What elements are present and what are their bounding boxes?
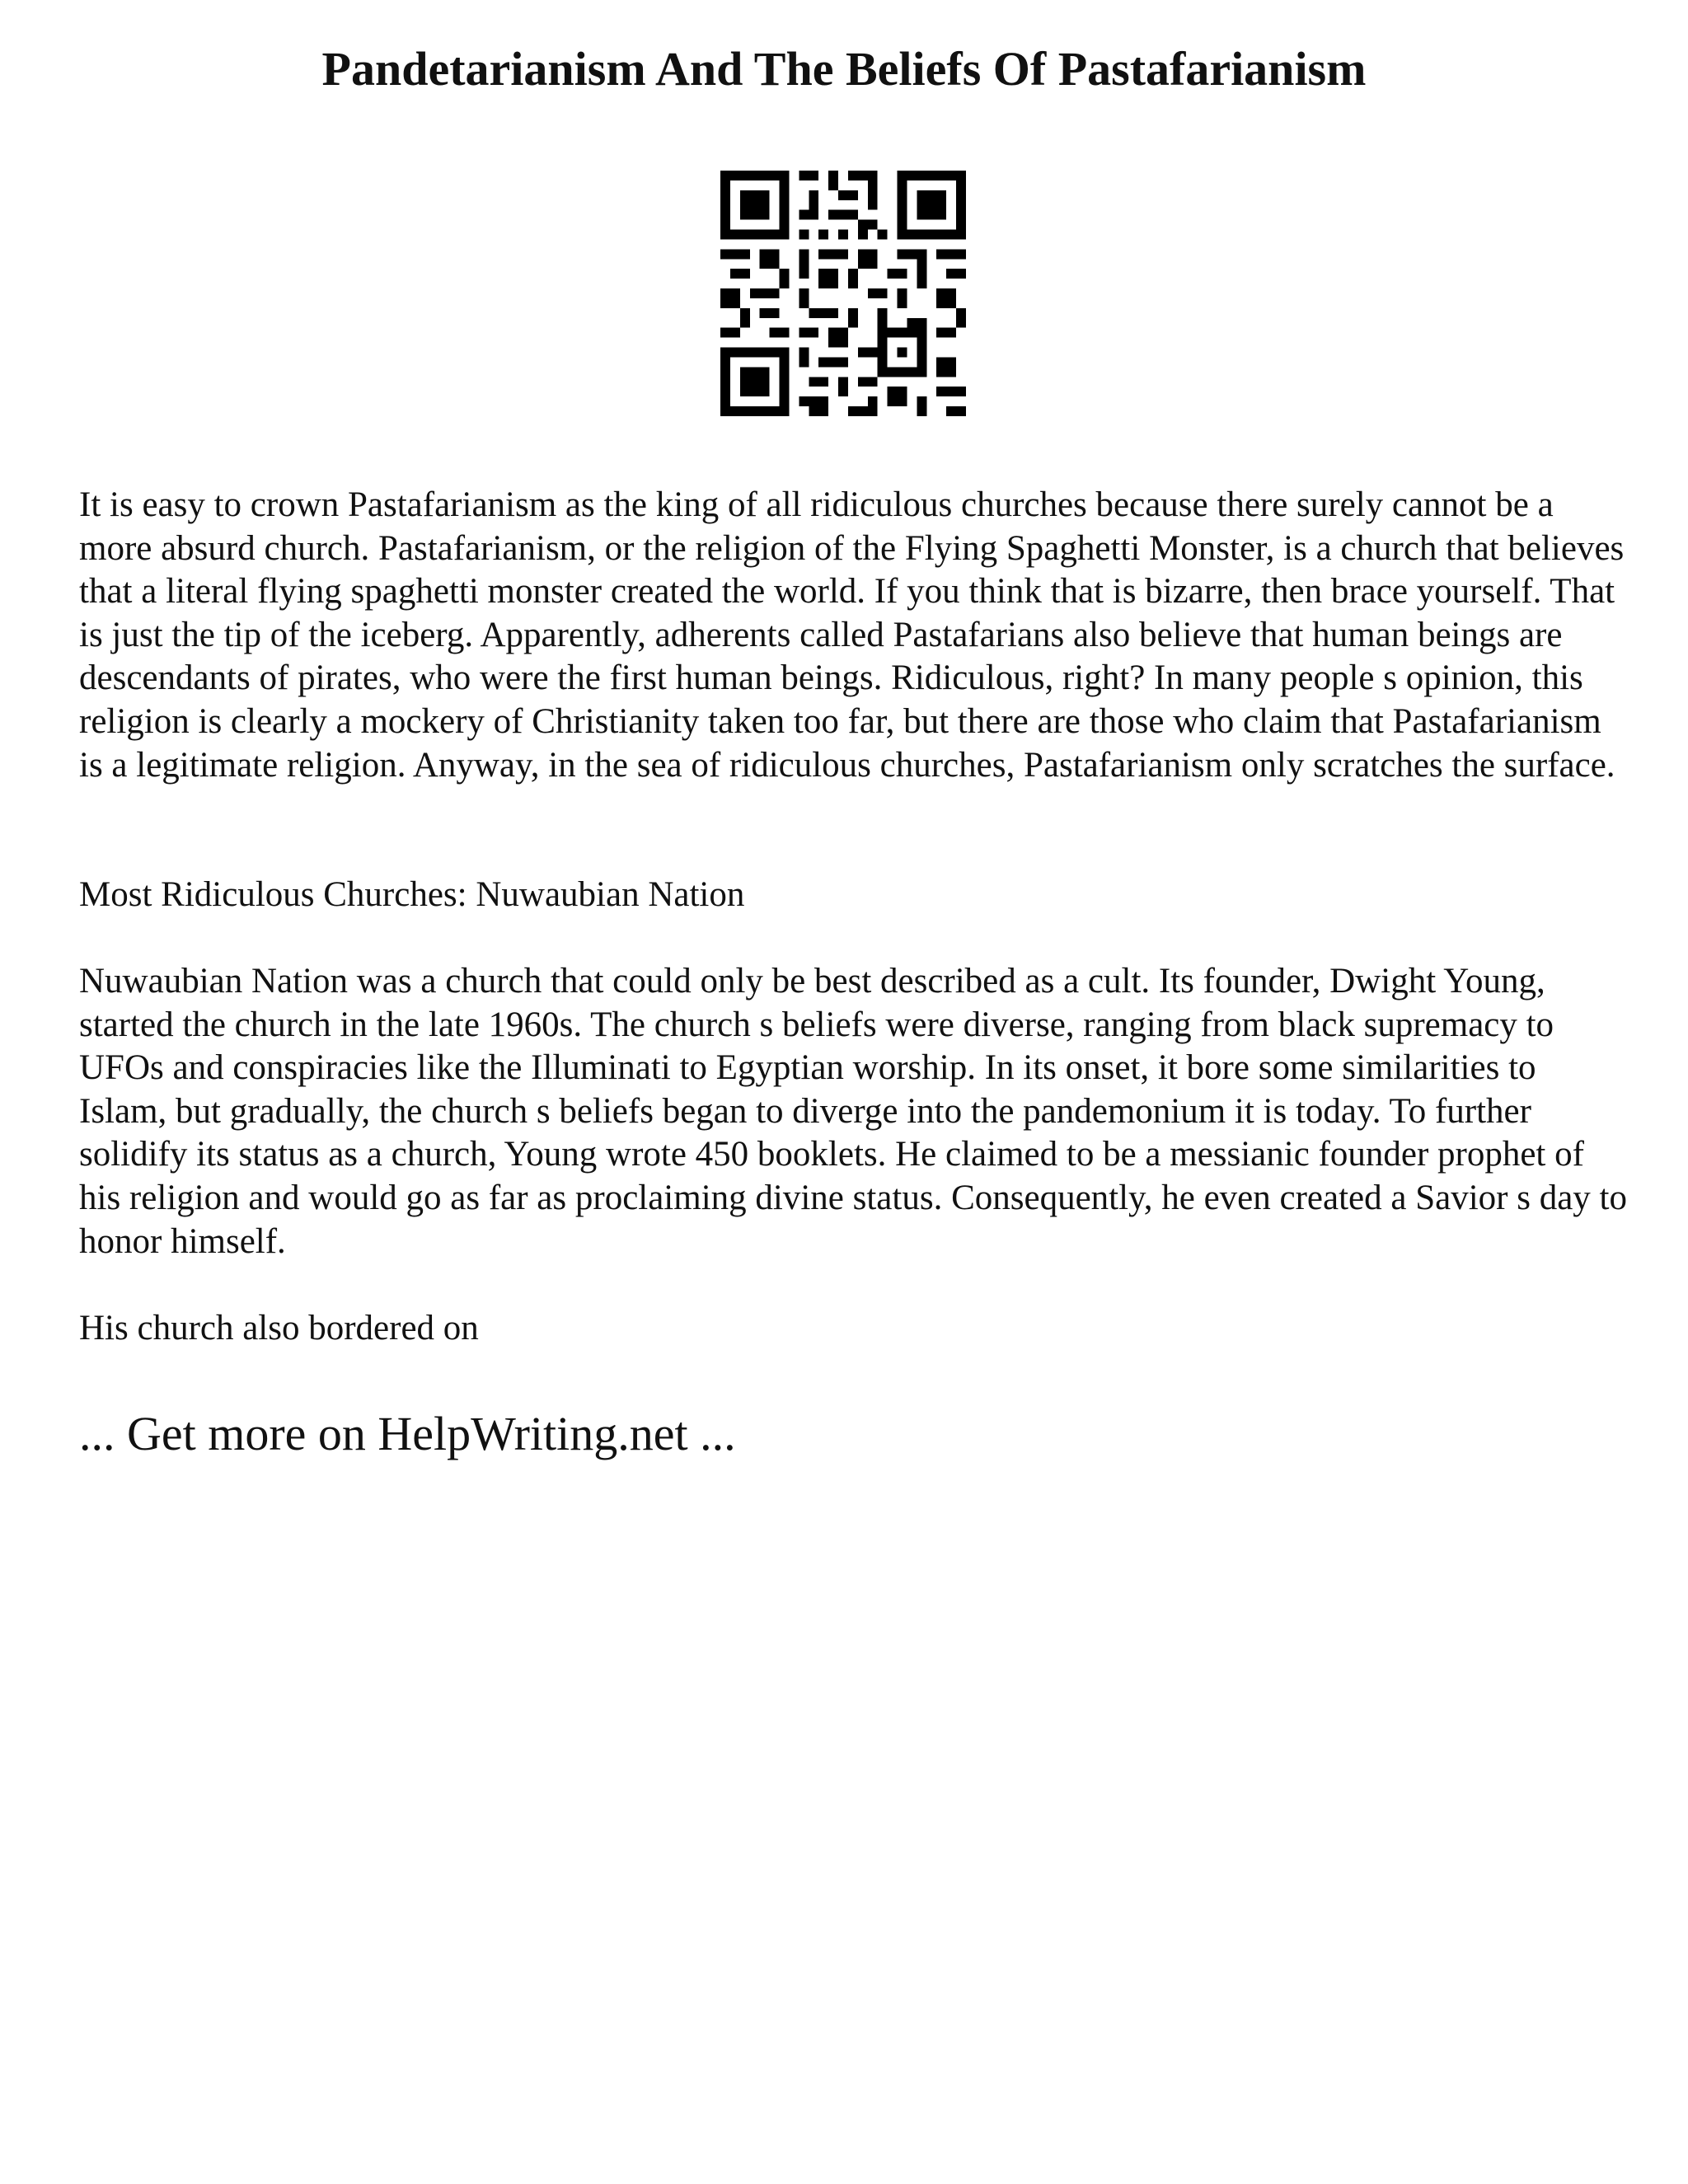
page-title: Pandetarianism And The Beliefs Of Pastafarianism xyxy=(321,42,1367,96)
truncated-paragraph: His church also bordered on xyxy=(79,1309,479,1347)
nuwaubian-paragraph: Nuwaubian Nation was a church that could only be best described as a cult. Its founder, Dwight Young, started the church in the late 1960s. The church s beliefs were diverse, ranging from black supremacy to UFOs and conspiracies like the Illuminati to Egyptian worship. In its onset, it bore some similarities to Islam, but gradually, the church s beliefs began to diverge into the pandemonium it is today. To further solidify its status as a church, Young wrote 450 booklets. He claimed to be a messianic founder prophet of his religion and would go as far as proclaiming divine status. Consequently, he even created a Savior s day to honor himself. xyxy=(79,962,1627,1261)
qr-code-icon xyxy=(720,171,966,416)
intro-paragraph: It is easy to crown Pastafarianism as the king of all ridiculous churches because there surely cannot be a more absurd church. Pastafarianism, or the religion of the Flying Spaghetti Monster, is a church that believes that a literal flying spaghetti monster created the world. If you think that is bizarre, then brace yourself. That is just the tip of the iceberg. Apparently, adherents called Pastafarians also believe that human beings are descendants of pirates, who were the first human beings. Ridiculous, right? In many people s opinion, this religion is clearly a mockery of Christianity taken too far, but there are those who claim that Pastafarianism is a legitimate religion. Anyway, in the sea of ridiculous churches, Pastafarianism only scratches the surface. xyxy=(79,485,1625,785)
section-heading: Most Ridiculous Churches: Nuwaubian Nation xyxy=(79,875,745,914)
get-more-link[interactable]: ... Get more on HelpWriting.net ... xyxy=(79,1407,736,1460)
